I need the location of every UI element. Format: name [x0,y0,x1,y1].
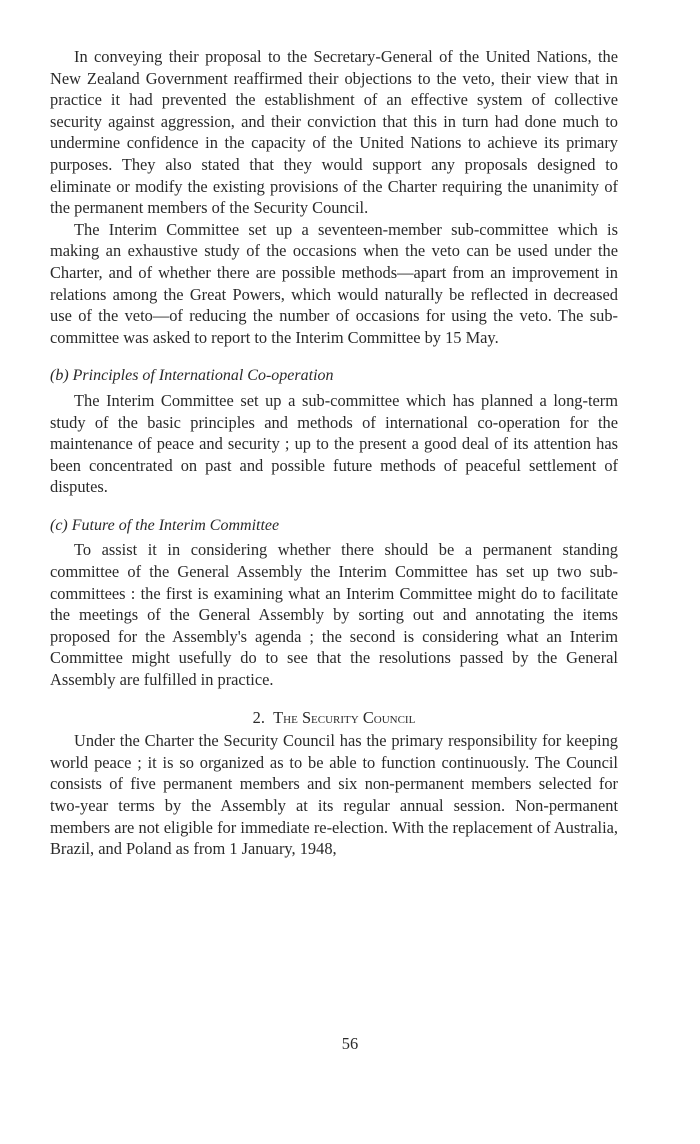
paragraph-veto-objections: In conveying their proposal to the Secretary-General of the United Nations, the New Zealand Government reaffirmed their objections to the veto, their view that in practice it had prevented the establishment of an effective system of collective security against aggression, and their conviction that this in turn had done much to undermine confidence in the capacity of the United Nations to achieve its primary purposes. They also stated that they would support any proposals designed to eliminate or modify the existing provisions of the Charter requiring the unanimity of the permanent members of the Security Council. [50,47,618,218]
paragraph-security-council: Under the Charter the Security Council has the primary responsibility for keeping world peace ; it is so organized as to be able to function continuously. The Council consists of five permanent members and six non-permanent members selected for two-year terms by the Assembly at its regular annual session. Non-permanent members are not eligible for immediate re-election. With the replacement of Australia, Brazil, and Poland as from 1 January, 1948, [50,731,618,859]
page-number: 56 [341,1034,359,1053]
heading-principles-cooperation: (b) Principles of International Co-operation [50,367,334,385]
section-title-security-council [50,707,618,729]
section-number: 2. [252,707,265,727]
paragraph-future-interim-committee: To assist it in considering whether there should be a permanent standing committee of the General Assembly the Interim Committee has set up two sub-committees : the first is examining what an Interim Committee might do to facilitate the meetings of the General Assembly by sorting out and annotating the items proposed for the Assembly's agenda ; the second is considering what an Interim Committee might usefully do to see that the resolutions passed by the General Assembly are fulfilled in practice. [50,540,618,690]
paragraph-veto-subcommittee: The Interim Committee set up a seventeen-member sub-committee which is making an exhaustive study of the occasions when the veto can be used under the Charter, and of whether there are possible methods—apart from an improvement in relations among the Great Powers, which would naturally be reflected in decreased use of the veto—of reducing the number of occasions for using the veto. The sub-committee was asked to report to the Interim Committee by 15 May. [50,219,618,347]
section-title-text: The Security Council [273,707,416,727]
page-body [50,46,618,860]
heading-future-interim-committee: (c) Future of the Interim Committee [50,516,280,534]
paragraph-principles-cooperation: The Interim Committee set up a sub-committee which has planned a long-term study of the basic principles and methods of international co-operation for the maintenance of peace and security ; up to the present a good deal of its attention has been concentrated on past and possible future methods of peaceful settlement of disputes. [50,390,618,497]
